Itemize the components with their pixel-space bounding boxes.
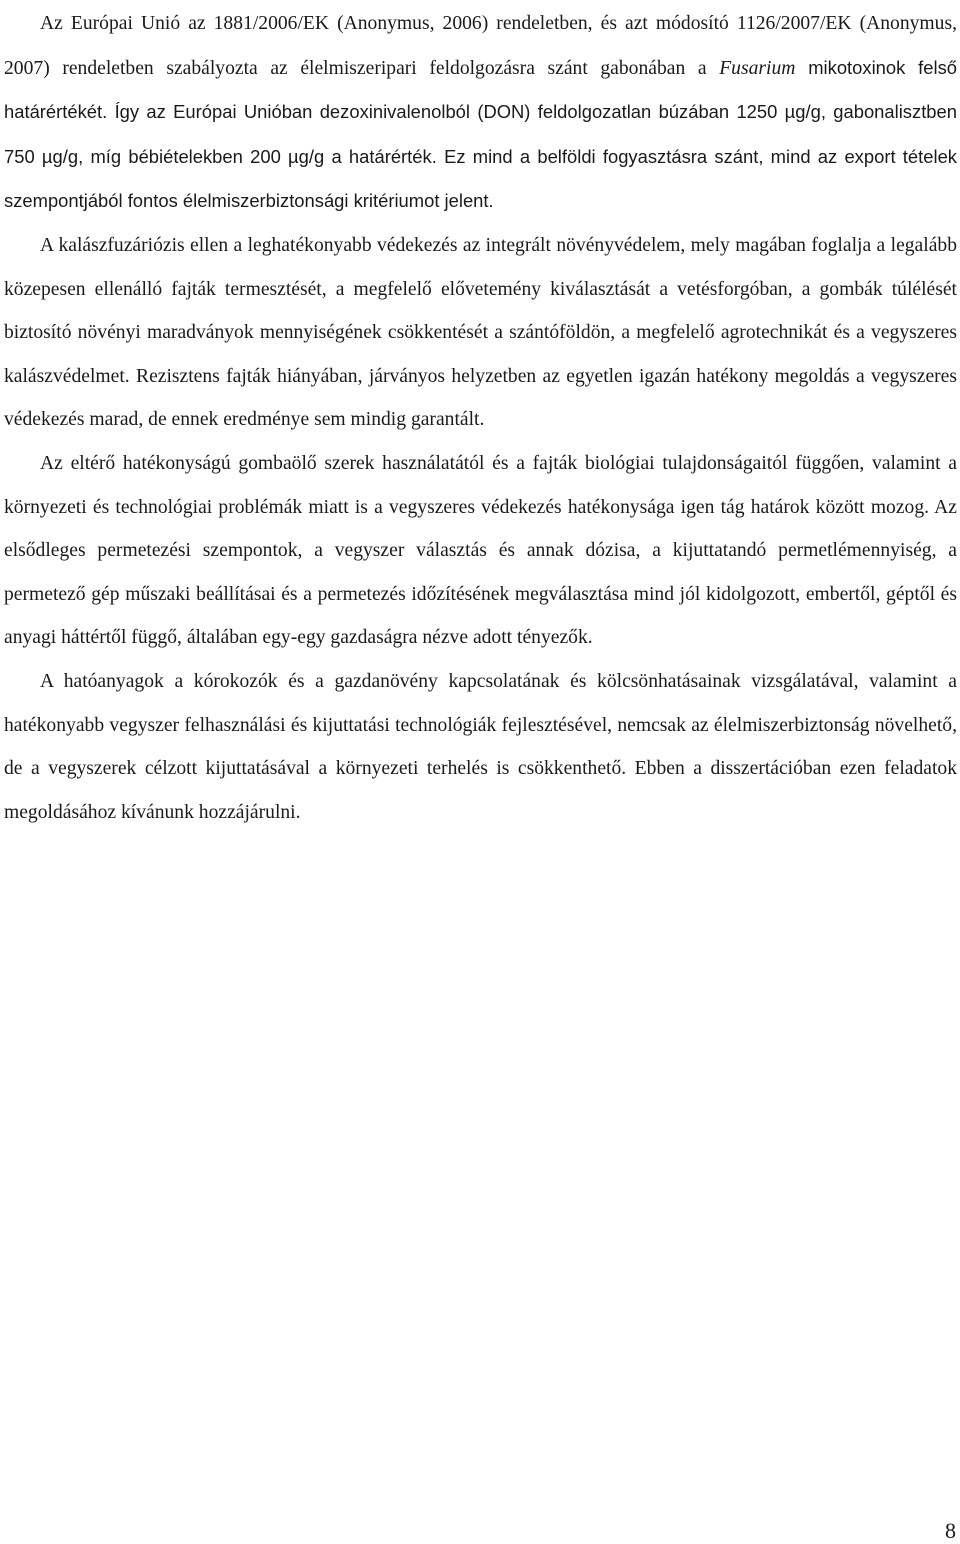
paragraph-fungicide-efficiency: Az eltérő hatékonyságú gombaölő szerek használatától és a fajták biológiai tulajdonságaitól függően, valamint a környezeti és technológiai problémák miatt is a vegyszeres védekezés hatékonysága igen tág határok között mozog. Az elsődleges permetezési szempontok, a vegyszer választás és annak dózisa, a kijuttatandó permetlémennyiség, a permetező gép műszaki beállításai és a permetezés időzítésének megválasztása mind jól kidolgozott, embertől, géptől és anyagi háttértől függő, általában egy-egy gazdaságra nézve adott tényezők. [4,452,957,649]
paragraph-integrated-protection: A kalászfuzáriózis ellen a leghatékonyabb védekezés az integrált növényvédelem, mely magában foglalja a legalább közepesen ellenálló fajták termesztését, a megfelelő elővetemény kiválasztását a vetésforgóban, a gombák túlélését biztosító növényi maradványok mennyiségének csökkentését a szántóföldön, a megfelelő agrotechnikát és a vegyszeres kalászvédelmet. Rezisztens fajták hiányában, járványos helyzetben az egyetlen igazán hatékony megoldás a vegyszeres védekezés marad, de ennek eredménye sem mindig garantált. [4,234,957,431]
fusarium-term: Fusarium [719,57,796,79]
paragraph-eu-regulation [4,0,957,224]
document-page [4,0,957,834]
page-number: 8 [945,1518,956,1543]
paragraph-dissertation-goal: A hatóanyagok a kórokozók és a gazdanövény kapcsolatának és kölcsönhatásainak vizsgálatával, valamint a hatékonyabb vegyszer felhasználási és kijuttatási technológiák fejlesztésével, nemcsak az élelmiszerbiztonság növelhető, de a vegyszerek célzott kijuttatásával a környezeti terhelés is csökkenthető. Ebben a disszertációban ezen feladatok megoldásához kívánunk hozzájárulni. [4,670,957,823]
paragraph-1-text-end: mikotoxinok felső határértékét. Így az Európai Unióban dezoxinivalenolból (DON) feldolgozatlan búzában 1250 µg/g, gabonalisztben 750 µg/g, míg bébiételekben 200 µg/g a határérték. Ez mind a belföldi fogyasztásra szánt, mind az export tételek szempontjából fontos élelmiszerbiztonsági kritériumot jelent. [4,56,957,212]
paragraph-1-text-start: Az Európai Unió az 1881/2006/EK (Anonymus, 2006) rendeletben, és azt módosító 1126/2007/EK (Anonymus, 2007) rendeletben szabályozta az élelmiszeripari feldolgozásra szánt gabonában a [4,13,957,79]
